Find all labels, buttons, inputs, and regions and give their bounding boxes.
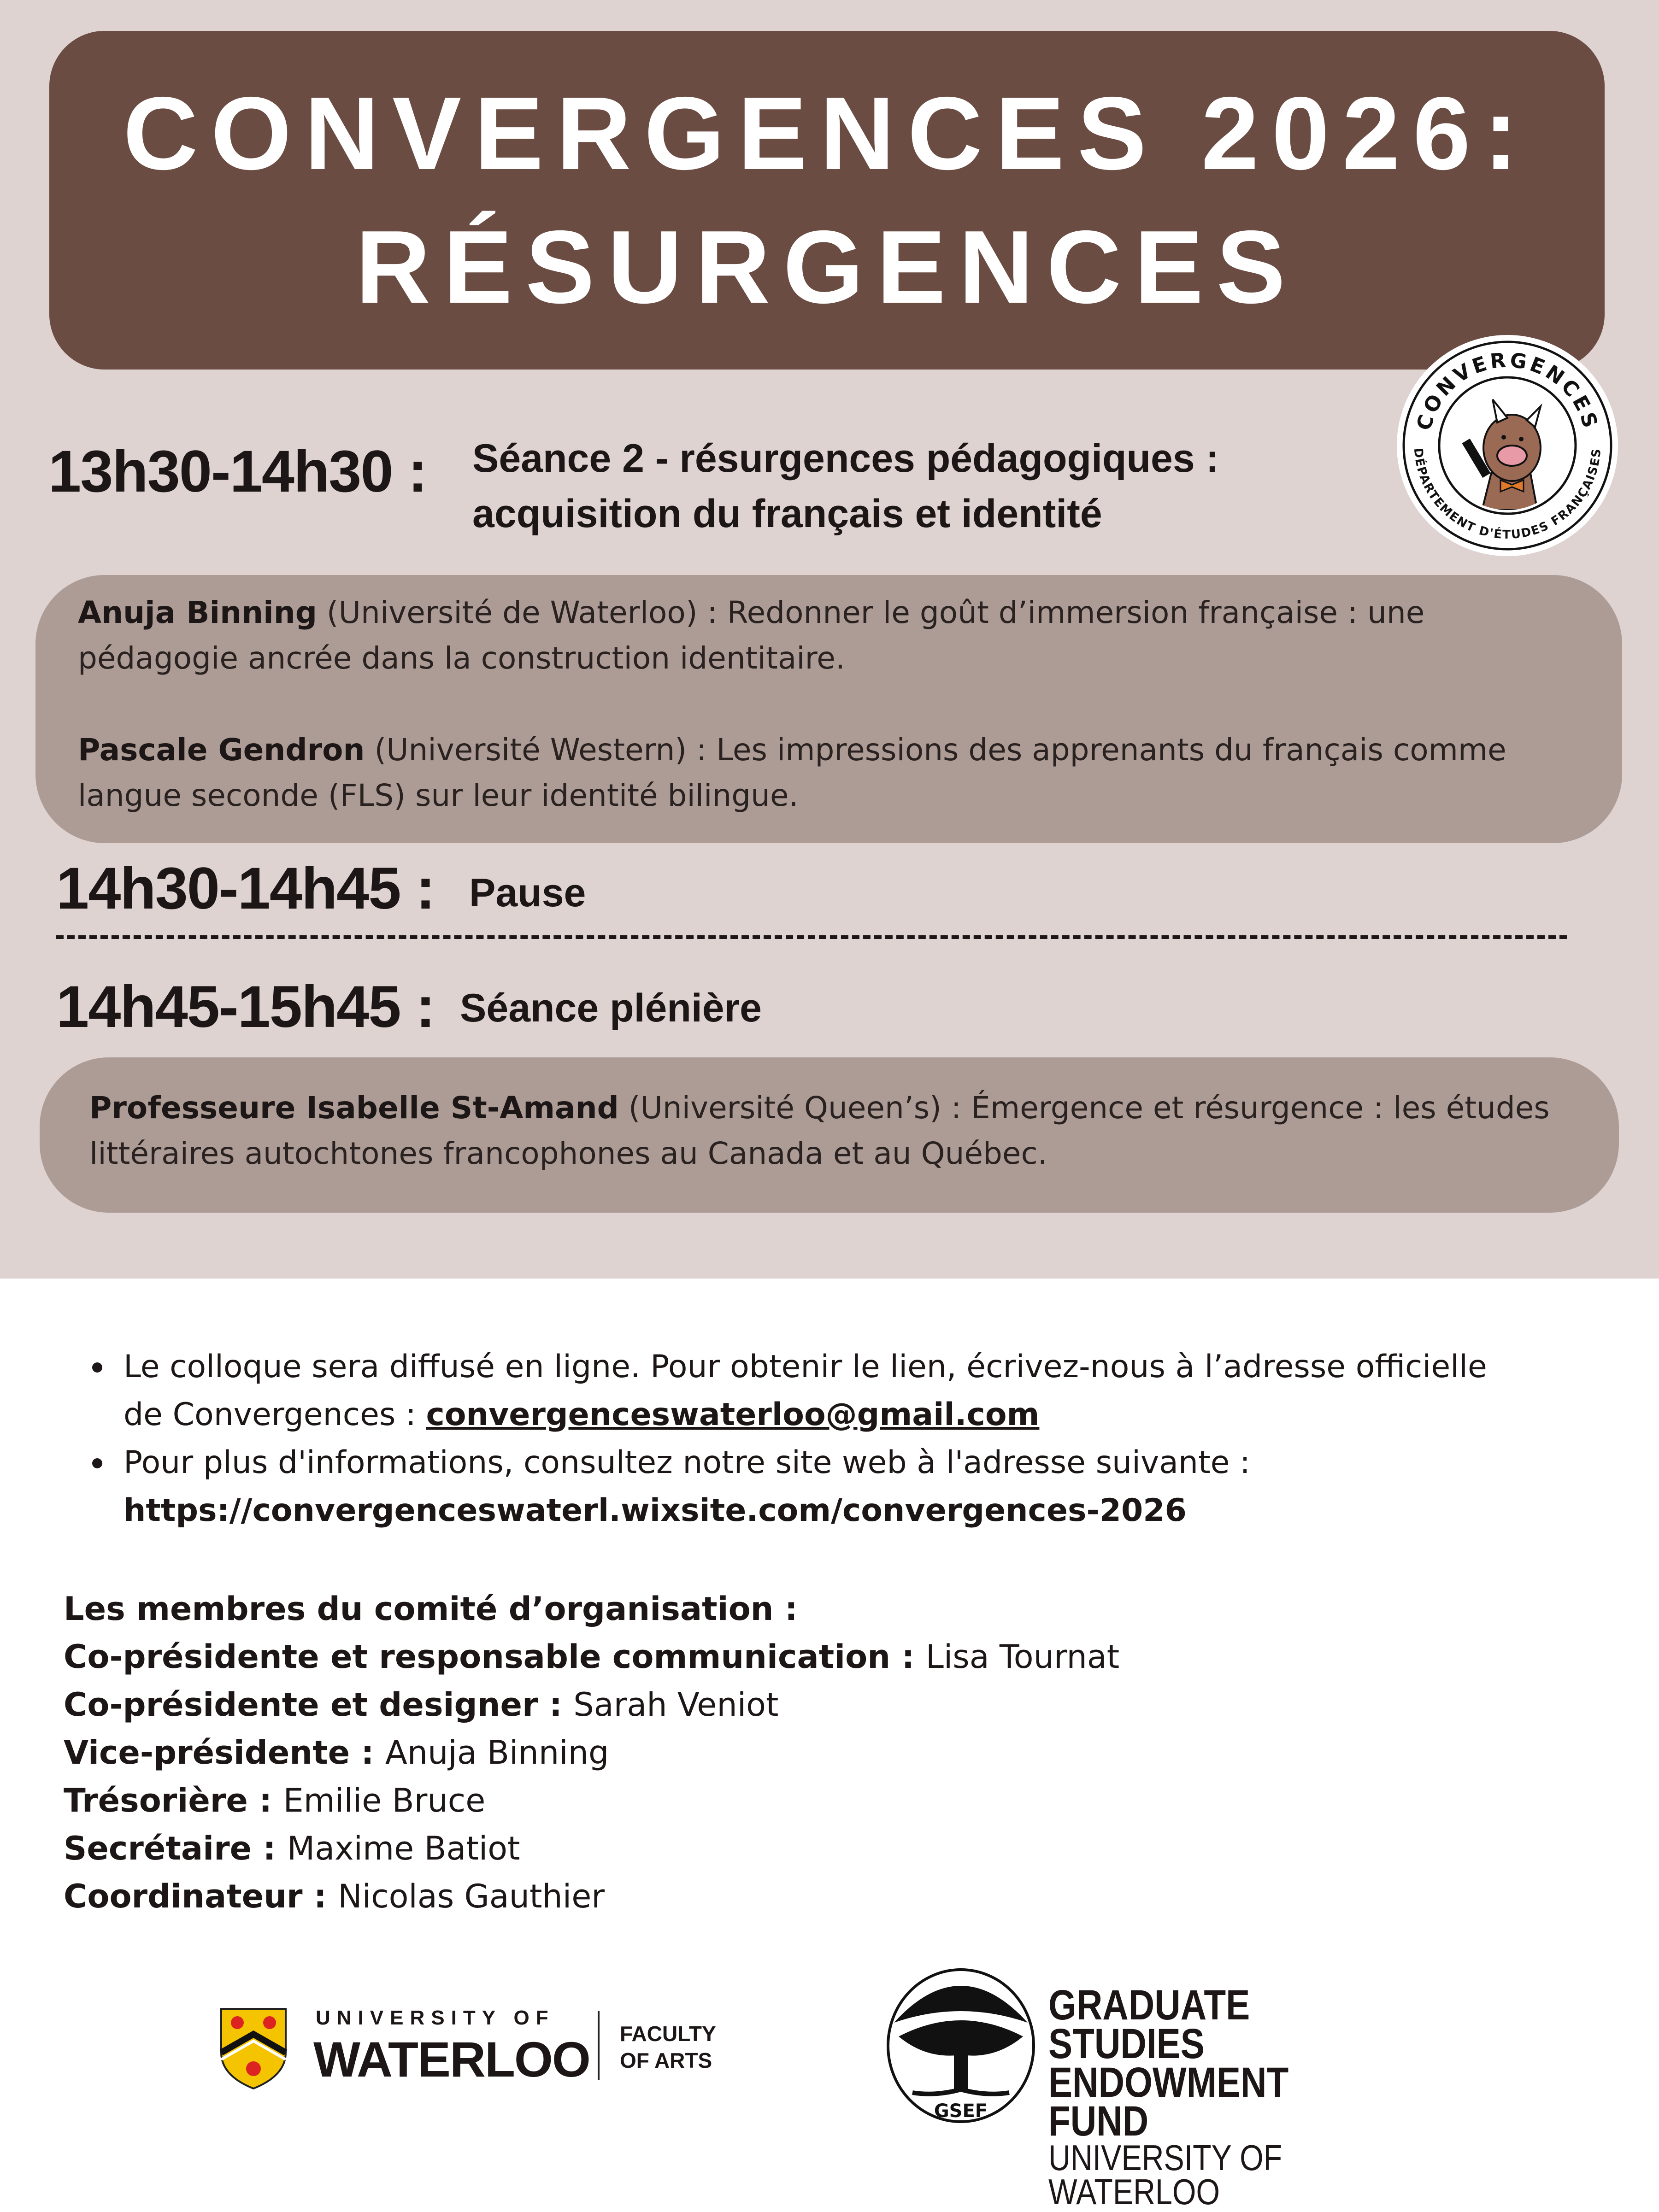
logo-top-text: CONVERGENCES — [1412, 348, 1603, 433]
convergences-logo — [1397, 335, 1618, 556]
gsef-logo — [885, 1967, 1447, 2212]
speaker-name: Professeure Isabelle St-Amand — [89, 1090, 619, 1126]
website-link[interactable]: https://convergenceswaterl.wixsite.com/convergences-2026 — [124, 1492, 1187, 1529]
committee-member: Vice-présidente : Anuja Binning — [64, 1734, 609, 1772]
talk-title: Émergence et résurgence : les études littéraires autochtones francophones au Canada et au Québec. — [89, 1090, 1550, 1171]
plenary-title: Séance plénière — [460, 986, 762, 1030]
gsef-tree-icon — [885, 1967, 1037, 2124]
plenary-talk-box — [40, 1057, 1619, 1213]
talk-item — [78, 590, 1567, 681]
session-2-title-line-2: acquisition du français et identité — [472, 492, 1102, 536]
info-list — [92, 1343, 1521, 1535]
uwaterloo-arts-logo — [219, 2002, 726, 2094]
committee-list — [64, 1585, 1119, 1920]
session-2-title-line-1: Séance 2 - résurgences pédagogiques : — [472, 436, 1219, 481]
plenary-time: 14h45-15h45 : — [56, 974, 435, 1040]
dashed-divider — [56, 935, 1567, 939]
committee-heading: Les membres du comité d’organisation : — [64, 1590, 798, 1628]
committee-member: Trésorière : Emilie Bruce — [64, 1782, 486, 1819]
logo-bottom-text: DÉPARTEMENT D'ÉTUDES FRANÇAISES — [1411, 447, 1604, 542]
committee-member: Co-présidente et designer : Sarah Veniot — [64, 1686, 779, 1724]
title-line-1: CONVERGENCES 2026: — [123, 75, 1531, 191]
talk-title: Redonner le goût d’immersion française : une pédagogie ancrée dans la construction identitaire. — [78, 595, 1425, 676]
speaker-affiliation: (Université de Waterloo) : — [317, 595, 727, 630]
email-link[interactable]: convergenceswaterloo@gmail.com — [426, 1396, 1040, 1433]
committee-member: Co-présidente et responsable communication : Lisa Tournat — [64, 1638, 1120, 1676]
title-banner — [49, 31, 1605, 370]
speaker-name: Anuja Binning — [78, 595, 317, 630]
info-stream — [92, 1343, 1521, 1439]
session-2-time: 13h30-14h30 : — [48, 439, 427, 505]
uw-line-1: UNIVERSITY OF — [316, 2007, 555, 2029]
gsef-text: GRADUATE STUDIES ENDOWMENT FUND UNIVERSITY OF WATERLOO — [1048, 1982, 1289, 2212]
pause-title: Pause — [469, 871, 586, 915]
talk-title: Les impressions des apprenants du français comme langue seconde (FLS) sur leur identité bilingue. — [78, 732, 1506, 813]
uw-faculty: FACULTY OF ARTS — [620, 2022, 716, 2072]
uw-line-2: WATERLOO — [313, 2031, 590, 2087]
committee-member: Coordinateur : Nicolas Gauthier — [64, 1878, 605, 1915]
boar-mascot-icon — [1466, 399, 1541, 510]
info-website — [92, 1439, 1521, 1535]
speaker-affiliation: (Université Queen’s) : — [618, 1090, 971, 1126]
talk-item — [89, 1085, 1610, 1176]
title-line-2: RÉSURGENCES — [355, 209, 1299, 325]
gsef-badge-text: GSEF — [934, 2101, 988, 2122]
uwaterloo-shield-icon — [219, 2007, 288, 2089]
committee-member: Secrétaire : Maxime Batiot — [64, 1830, 520, 1867]
speaker-name: Pascale Gendron — [78, 732, 365, 768]
pause-time: 14h30-14h45 : — [56, 856, 435, 921]
talk-item — [78, 727, 1567, 818]
info-stream-text: Le colloque sera diffusé en ligne. Pour obtenir le lien, écrivez-nous à l’adresse officielle de Convergences : — [124, 1349, 1487, 1433]
speaker-affiliation: (Université Western) : — [365, 732, 717, 768]
info-website-text: Pour plus d'informations, consultez notre site web à l'adresse suivante : — [124, 1444, 1251, 1481]
session-2-talks-box — [35, 575, 1622, 843]
